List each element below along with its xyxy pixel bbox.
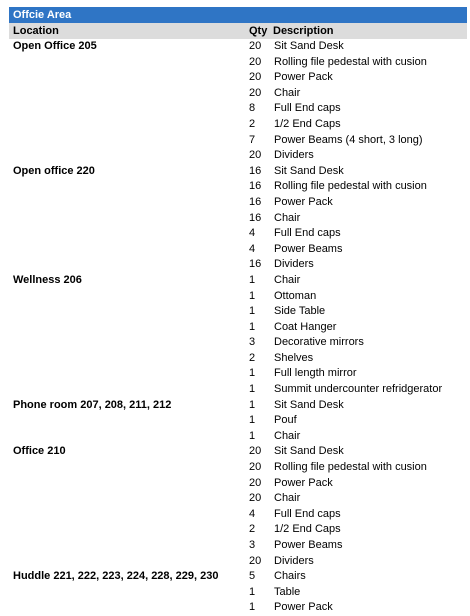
qty-cell: 20 (249, 492, 262, 505)
description-cell: Full length mirror (274, 367, 357, 380)
table-row (9, 522, 467, 538)
qty-cell: 20 (249, 71, 262, 84)
table-row (9, 413, 467, 429)
table-row (9, 70, 467, 86)
description-cell: Power Pack (274, 195, 333, 208)
description-cell: Chair (274, 429, 301, 442)
table-row (9, 164, 467, 180)
table-row (9, 600, 467, 616)
qty-cell: 4 (249, 507, 256, 520)
table-row (9, 491, 467, 507)
table-row (9, 429, 467, 445)
description-cell: Decorative mirrors (274, 336, 364, 349)
description-cell: Rolling file pedestal with cusion (274, 461, 427, 474)
table-row (9, 55, 467, 71)
description-cell: Power Beams (274, 242, 343, 255)
description-cell: Dividers (274, 258, 314, 271)
table-row (9, 554, 467, 570)
description-cell: Shelves (274, 351, 314, 364)
description-cell: Ottoman (274, 289, 317, 302)
table-row (9, 179, 467, 195)
qty-cell: 1 (249, 585, 256, 598)
qty-cell: 1 (249, 383, 256, 396)
qty-cell: 4 (249, 242, 256, 255)
inventory-sheet (9, 7, 467, 616)
section-title: Offcie Area (9, 7, 467, 23)
description-cell: Coat Hanger (274, 320, 337, 333)
table-row (9, 382, 467, 398)
location-cell: Huddle 221, 222, 223, 224, 228, 229, 230 (13, 570, 219, 583)
qty-cell: 20 (249, 476, 262, 489)
qty-cell: 2 (249, 117, 256, 130)
table-row (9, 444, 467, 460)
description-cell: Sit Sand Desk (274, 40, 344, 52)
header-row (9, 23, 467, 39)
table-row (9, 538, 467, 554)
description-header: Description (273, 25, 334, 37)
table-row (9, 366, 467, 382)
qty-cell: 20 (249, 149, 262, 162)
location-cell: Phone room 207, 208, 211, 212 (13, 398, 172, 411)
description-cell: Power Beams (274, 539, 343, 551)
description-cell: Full End caps (274, 227, 341, 240)
table-row (9, 39, 467, 55)
qty-cell: 16 (249, 258, 262, 271)
description-cell: Table (274, 585, 301, 598)
table-row (9, 117, 467, 133)
table-row (9, 101, 467, 117)
description-cell: Chair (274, 492, 301, 505)
qty-cell: 7 (249, 133, 256, 146)
qty-header: Qty (249, 25, 268, 37)
description-cell: Full End caps (274, 102, 341, 115)
table-row (9, 242, 467, 258)
description-cell: Side Table (274, 305, 326, 318)
table-row (9, 304, 467, 320)
description-cell: Chair (274, 211, 301, 224)
table-row (9, 569, 467, 585)
table-row (9, 507, 467, 523)
description-cell: Sit Sand Desk (274, 445, 344, 458)
table-row (9, 195, 467, 211)
description-cell: Sit Sand Desk (274, 164, 344, 177)
qty-cell: 16 (249, 211, 262, 224)
description-cell: Sit Sand Desk (274, 398, 344, 411)
qty-cell: 20 (249, 554, 262, 567)
qty-cell: 2 (249, 351, 256, 364)
qty-cell: 20 (249, 461, 262, 474)
description-cell: Power Pack (274, 476, 333, 489)
description-cell: Rolling file pedestal with cusion (274, 180, 427, 193)
qty-cell: 20 (249, 86, 262, 99)
table-row (9, 351, 467, 367)
qty-cell: 5 (249, 570, 256, 583)
qty-cell: 16 (249, 164, 262, 177)
qty-cell: 1 (249, 398, 256, 411)
description-cell: Rolling file pedestal with cusion (274, 55, 427, 68)
table-row (9, 133, 467, 149)
location-header: Location (13, 25, 59, 37)
description-cell: Chair (274, 86, 301, 99)
table-row (9, 226, 467, 242)
description-cell: Power Pack (274, 601, 333, 614)
table-body (9, 39, 467, 616)
table-row (9, 476, 467, 492)
qty-cell: 1 (249, 305, 256, 318)
description-cell: 1/2 End Caps (274, 117, 341, 130)
description-cell: Dividers (274, 554, 314, 567)
table-row (9, 148, 467, 164)
qty-cell: 16 (249, 195, 262, 208)
description-cell: Summit undercounter refridgerator (274, 383, 443, 396)
qty-cell: 2 (249, 523, 256, 536)
table-row (9, 398, 467, 414)
qty-cell: 1 (249, 289, 256, 302)
qty-cell: 1 (249, 367, 256, 380)
location-cell: Open office 220 (13, 164, 95, 177)
table-row (9, 320, 467, 336)
description-cell: 1/2 End Caps (274, 523, 341, 536)
qty-cell: 1 (249, 414, 256, 427)
qty-cell: 1 (249, 429, 256, 442)
table-row (9, 211, 467, 227)
description-cell: Pouf (274, 414, 297, 427)
qty-cell: 20 (249, 40, 262, 52)
description-cell: Dividers (274, 149, 314, 162)
qty-cell: 1 (249, 320, 256, 333)
qty-cell: 3 (249, 336, 256, 349)
table-row (9, 257, 467, 273)
description-cell: Chair (274, 273, 301, 286)
qty-cell: 3 (249, 539, 256, 551)
description-cell: Power Beams (4 short, 3 long) (274, 133, 423, 146)
description-cell: Full End caps (274, 507, 341, 520)
table-row (9, 460, 467, 476)
location-cell: Office 210 (13, 445, 66, 458)
qty-cell: 1 (249, 273, 256, 286)
qty-cell: 1 (249, 601, 256, 614)
table-row (9, 585, 467, 601)
table-row (9, 289, 467, 305)
qty-cell: 20 (249, 445, 262, 458)
table-row (9, 86, 467, 102)
location-cell: Open Office 205 (13, 40, 97, 52)
description-cell: Chairs (274, 570, 306, 583)
qty-cell: 16 (249, 180, 262, 193)
table-row (9, 273, 467, 289)
table-row (9, 335, 467, 351)
location-cell: Wellness 206 (13, 273, 82, 286)
qty-cell: 20 (249, 55, 262, 68)
qty-cell: 8 (249, 102, 256, 115)
qty-cell: 4 (249, 227, 256, 240)
description-cell: Power Pack (274, 71, 333, 84)
